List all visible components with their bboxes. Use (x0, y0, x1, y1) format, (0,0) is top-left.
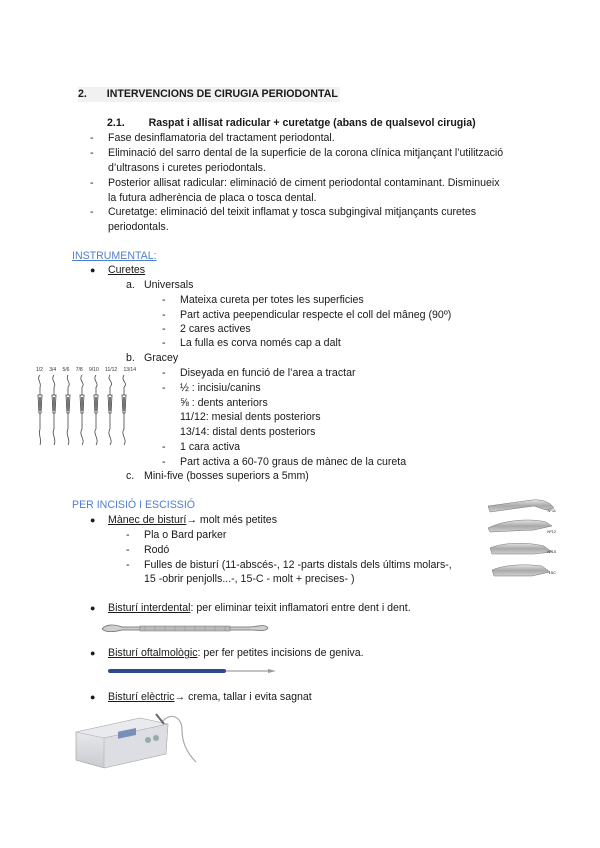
instrumental-heading: INSTRUMENTAL: (72, 250, 157, 262)
section-heading (78, 87, 340, 102)
electric-line (108, 690, 312, 705)
manec-label: Mànec de bisturí (108, 514, 187, 526)
dash-marker: - (90, 132, 94, 144)
intro-item-2-line-2: d’ultrasons i curetes periodontals. (108, 162, 266, 174)
intro-item-1: Fase desinflamatoria del tractament periodontal. (108, 132, 335, 144)
dash-marker: - (162, 382, 166, 394)
dash-marker: - (126, 529, 130, 541)
interdental-suffix: : per eliminar teixit inflamatori entre dent i dent. (190, 602, 411, 614)
subsection-heading (107, 116, 476, 131)
bullet-dot: ● (90, 265, 96, 275)
gracey-label-7: 13/14 (123, 367, 136, 373)
subsection-number: 2.1. (107, 117, 125, 129)
blade-label-1: Nº11 (547, 508, 556, 513)
electric-suffix: → crema, tallar i evita sagnat (174, 691, 312, 703)
section-number: 2. (78, 88, 87, 100)
minifive-label: Mini-five (bosses superiors a 5mm) (144, 470, 309, 482)
electric-label: Bisturí elèctric (108, 691, 175, 703)
blade-label-2: Nº12 (547, 529, 556, 534)
interdental-knife-image (100, 620, 270, 636)
gracey-label-2: 3/4 (49, 367, 57, 373)
curette-drawing (36, 373, 136, 458)
blade-label-3: Nº15 (547, 549, 556, 554)
dash-marker: - (162, 441, 166, 453)
section-title: INTERVENCIONS DE CIRUGIA PERIODONTAL (106, 88, 338, 100)
intro-item-3-line-1: Posterior allisat radicular: eliminació de ciment periodontal contaminant. Disminueix (108, 177, 500, 189)
dash-marker: - (126, 544, 130, 556)
interdental-label: Bisturí interdental (108, 602, 191, 614)
gracey-item-2-line-2: ⅝ : dents anteriors (180, 397, 268, 409)
dash-marker: - (162, 323, 166, 335)
dash-marker: - (90, 206, 94, 218)
oftalmologic-label: Bisturí oftalmològic (108, 647, 198, 659)
oftalmologic-line (108, 646, 364, 661)
gracey-item-3: 1 cara activa (180, 441, 241, 453)
manec-suffix: → molt més petites (186, 514, 277, 526)
manec-item-1: Pla o Bard parker (144, 529, 227, 541)
intro-item-4-line-1: Curetatge: eliminació del teixit inflamat y tosca subgingival mitjançants curetes (108, 206, 477, 218)
bullet-dot: ● (90, 515, 96, 525)
dash-marker: - (162, 456, 166, 468)
intro-item-3-line-2: la futura adherència de placa o tosca dental. (108, 192, 317, 204)
gracey-label-1: 1/2 (36, 367, 43, 373)
gracey-label-3: 5/6 (62, 367, 70, 373)
gracey-label-6: 11/12 (105, 367, 118, 373)
incisio-heading: PER INCISIÓ I ESCISSIÓ (72, 499, 196, 511)
interdental-line (108, 601, 411, 616)
gracey-item-2-line-4: 13/14: distal dents posteriors (180, 426, 316, 438)
dash-marker: - (90, 177, 94, 189)
bullet-dot: ● (90, 648, 96, 658)
universals-marker: a. (126, 279, 135, 291)
gracey-item-1: Diseyada en funció de l’area a tractar (180, 367, 356, 379)
dash-marker: - (162, 294, 166, 306)
dash-marker: - (162, 367, 166, 379)
bullet-dot: ● (90, 692, 96, 702)
gracey-marker: b. (126, 352, 135, 364)
bullet-dot: ● (90, 603, 96, 613)
gracey-label: Gracey (144, 352, 179, 364)
manec-item-2: Rodó (144, 544, 170, 556)
universals-item-4: La fulla es corva només cap a dalt (180, 337, 341, 349)
intro-item-2-line-1: Eliminació del sarro dental de la superficie de la corona clínica mitjançant l’utilització (108, 147, 504, 159)
gracey-label-4: 7/8 (75, 367, 83, 373)
gracey-item-2-line-1: ½ : incisiu/canins (180, 382, 261, 394)
oftalmologic-suffix: : per fer petites incisions de geniva. (197, 647, 364, 659)
universals-item-1: Mateixa cureta per totes les superficies (180, 294, 364, 306)
blade-label-4: 15C (548, 570, 556, 575)
intro-item-4-line-2: periodontals. (108, 221, 169, 233)
universals-item-3: 2 cares actives (180, 323, 251, 335)
dash-marker: - (126, 559, 130, 571)
curetes-label: Curetes (108, 264, 146, 276)
subsection-title: Raspat i allisat radicular + curetatge (abans de qualsevol cirugia) (148, 117, 476, 129)
dash-marker: - (162, 337, 166, 349)
ophthalmic-knife-image (108, 666, 278, 676)
minifive-marker: c. (126, 470, 135, 482)
gracey-label-5: 9/10 (89, 367, 99, 373)
gracey-item-4: Part activa a 60-70 graus de mànec de la cureta (180, 456, 407, 468)
electric-scalpel-image (70, 710, 200, 770)
manec-item-3-line-2: 15 -obrir penjolls...-, 15-C - molt + precises- ) (144, 573, 355, 585)
manec-line (108, 513, 277, 528)
universals-label: Universals (144, 279, 194, 291)
universals-item-2: Part activa peependicular respecte el coll del mâneg (90º) (180, 309, 452, 321)
manec-item-3-line-1: Fulles de bisturí (11-abscés-, 12 -parts distals dels últims molars-, (144, 559, 452, 571)
gracey-item-2-line-3: 11/12: mesial dents posteriors (180, 411, 321, 423)
dash-marker: - (162, 309, 166, 321)
gracey-curettes-image (36, 367, 136, 457)
dash-marker: - (90, 147, 94, 159)
scalpel-blades-image (484, 496, 558, 580)
